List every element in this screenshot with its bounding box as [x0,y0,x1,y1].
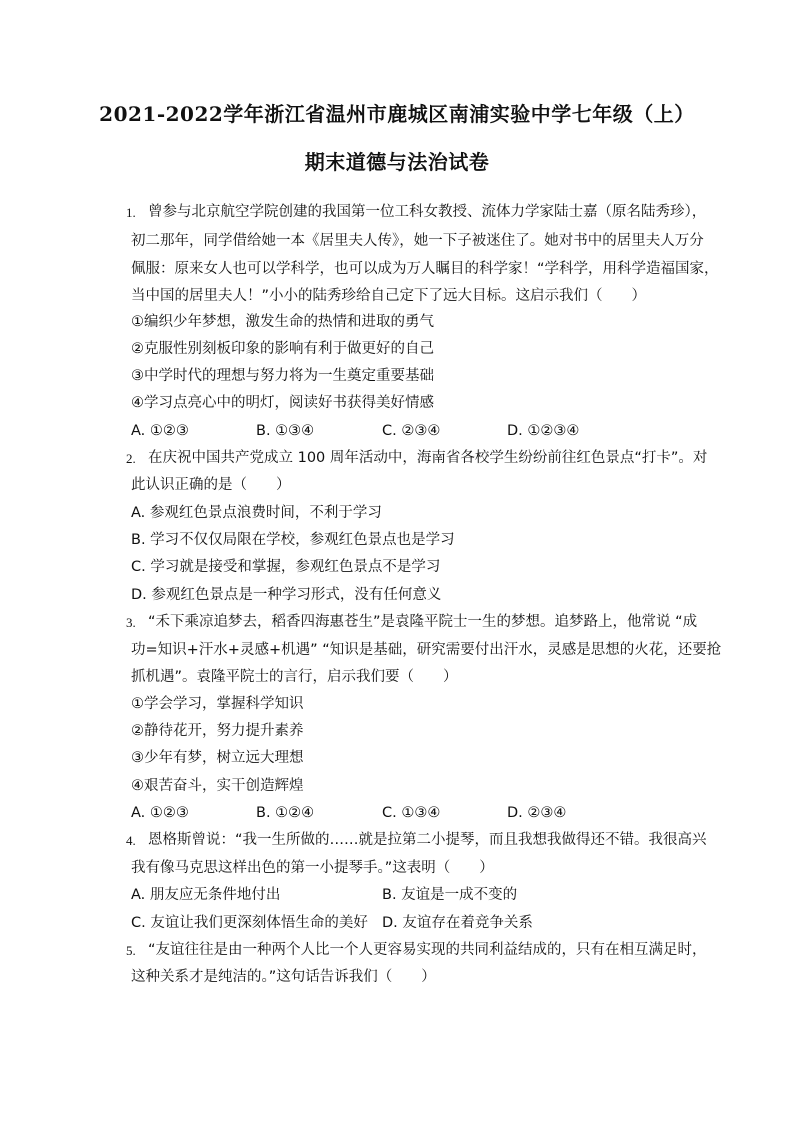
statement-item: ②静待花开，努力提升素养 [131,723,304,739]
question-text-line: “禾下乘凉追梦去，稻香四海惠苍生”是袁隆平院士一生的梦想。追梦路上，他常说 “成 [148,614,698,630]
option-d[interactable]: D. ①②③④ [507,423,580,439]
statement-item: ②克服性别刻板印象的影响有利于做更好的自己 [131,341,434,357]
option-b[interactable]: B. 学习不仅仅局限在学校，参观红色景点也是学习 [131,532,455,548]
statement-item: ④艰苦奋斗，实干创造辉煌 [131,778,304,794]
question-text-line: 这种关系才是纯洁的。”这句话告诉我们（ ） [131,969,436,985]
option-a[interactable]: A. ①②③ [131,423,189,439]
statement-item: ④学习点亮心中的明灯，阅读好书获得美好情感 [131,395,434,411]
question-text-line: 初二那年，同学借给她一本《居里夫人传》，她一下子被迷住了。她对书中的居里夫人万分 [131,233,704,249]
question-text-line: “友谊往往是由一种两个人比一个人更容易实现的共同利益结成的，只有在相互满足时， [148,942,707,958]
statement-item: ③少年有梦，树立远大理想 [131,750,304,766]
option-d[interactable]: D. 参观红色景点是一种学习形式，没有任何意义 [131,587,442,603]
question-text-line: 我有像马克思这样出色的第一小提琴手。”这表明（ ） [131,860,494,876]
question-number: 1. [126,205,136,220]
question-text-line: 抓机遇”。袁隆平院士的言行，启示我们要（ ） [131,669,458,685]
exam-title-line2: 期末道德与法治试卷 [304,150,490,174]
statement-item: ③中学时代的理想与努力将为一生奠定重要基础 [131,368,434,384]
option-b[interactable]: B. 友谊是一成不变的 [382,887,518,903]
exam-title-line1: 2021-2022学年浙江省温州市鹿城区南浦实验中学七年级（上） [99,102,695,126]
question-text-line: 佩服：原来女人也可以学科学，也可以成为万人瞩目的科学家！“学科学，用科学造福国家， [131,261,719,277]
question-number: 2. [126,451,136,466]
option-b[interactable]: B. ①②④ [256,805,315,821]
question-number: 5. [126,943,136,958]
question-text-line: 在庆祝中国共产党成立 100 周年活动中，海南省各校学生纷纷前往红色景点“打卡”。对 [148,450,708,466]
question-number: 3. [126,615,136,630]
question-text-line: 当中国的居里夫人！”小小的陆秀珍给自己定下了远大目标。这启示我们（ ） [131,288,647,304]
option-a[interactable]: A. 参观红色景点浪费时间，不利于学习 [131,505,382,521]
option-c[interactable]: C. 友谊让我们更深刻体悟生命的美好 [131,915,368,931]
question-number: 4. [126,833,136,848]
question-text-line: 曾参与北京航空学院创建的我国第一位工科女教授、流体力学家陆士嘉（原名陆秀珍）， [148,204,707,220]
option-c[interactable]: C. ②③④ [382,423,441,439]
question-text-line: 恩格斯曾说：“我一生所做的……就是拉第二小提琴，而且我想我做得还不错。我很高兴 [148,832,707,848]
option-c[interactable]: C. 学习就是接受和掌握，参观红色景点不是学习 [131,559,441,575]
option-c[interactable]: C. ①③④ [382,805,441,821]
question-text-line: 功=知识+汗水+灵感+机遇” “知识是基础，研究需要付出汗水，灵感是思想的火花，还要抢 [131,642,722,658]
option-d[interactable]: D. ②③④ [507,805,567,821]
option-a[interactable]: A. 朋友应无条件地付出 [131,887,281,903]
statement-item: ①编织少年梦想，激发生命的热情和进取的勇气 [131,314,434,330]
option-b[interactable]: B. ①③④ [256,423,315,439]
question-text-line: 此认识正确的是（ ） [131,477,291,493]
statement-item: ①学会学习，掌握科学知识 [131,696,304,712]
option-a[interactable]: A. ①②③ [131,805,189,821]
option-d[interactable]: D. 友谊存在着竞争关系 [382,915,533,931]
